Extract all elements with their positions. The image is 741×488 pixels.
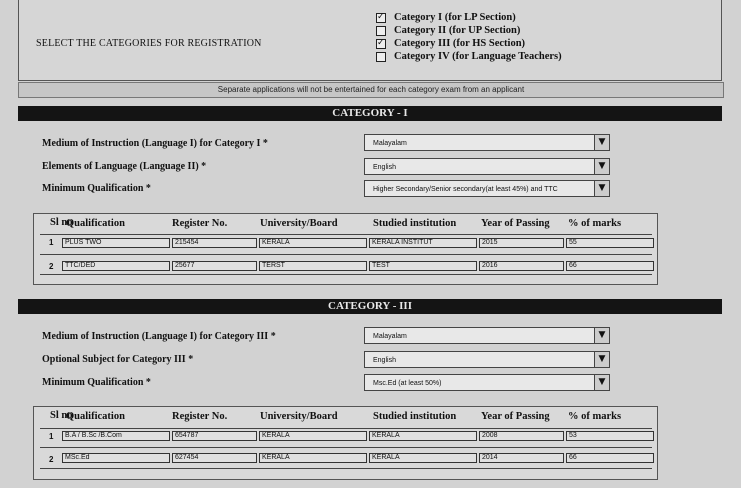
category-2-label: Category II (for UP Section) xyxy=(394,25,521,36)
cat1-qualification-label: Minimum Qualification * xyxy=(42,183,151,194)
cat1-elements-label: Elements of Language (Language II) * xyxy=(42,161,207,172)
cat3-medium-value: Malayalam xyxy=(373,333,407,340)
category-2-option[interactable] xyxy=(376,24,562,37)
row-divider xyxy=(40,428,652,429)
cat3-optional-value: English xyxy=(373,357,396,364)
row-divider xyxy=(40,447,652,448)
category-3-checkbox[interactable] xyxy=(376,39,386,49)
cat1-elements-select[interactable] xyxy=(364,158,610,175)
cat3-col-university: University/Board xyxy=(260,411,338,422)
cat1-row1-university[interactable]: KERALA xyxy=(259,238,367,248)
cat3-col-institution: Studied institution xyxy=(373,411,457,422)
cat3-row1-qualification[interactable]: B.A / B.Sc /B.Com xyxy=(62,431,170,441)
cat1-col-qualification: Qualification xyxy=(66,218,125,229)
cat3-row2-marks[interactable]: 66 xyxy=(566,453,654,463)
cat1-col-register: Register No. xyxy=(172,218,228,229)
chevron-down-icon[interactable]: ▼ xyxy=(594,375,609,390)
cat1-col-marks: % of marks xyxy=(568,218,622,229)
cat1-medium-select[interactable] xyxy=(364,134,610,151)
category-1-option[interactable] xyxy=(376,11,562,24)
cat3-row1-sl: 1 xyxy=(49,432,54,441)
category-1-label: Category I (for LP Section) xyxy=(394,12,516,23)
cat3-row1-institution[interactable]: KERALA xyxy=(369,431,477,441)
cat3-row2-institution[interactable]: KERALA xyxy=(369,453,477,463)
cat1-row2-qualification[interactable]: TTC/DED xyxy=(62,261,170,271)
chevron-down-icon[interactable]: ▼ xyxy=(594,159,609,174)
cat1-row2-institution[interactable]: TEST xyxy=(369,261,477,271)
cat1-row2-sl: 2 xyxy=(49,262,54,271)
cat1-row2-year[interactable]: 2016 xyxy=(479,261,564,271)
cat1-col-year: Year of Passing xyxy=(481,218,550,229)
cat1-col-university: University/Board xyxy=(260,218,338,229)
cat3-qualification-value: Msc.Ed (at least 50%) xyxy=(373,380,442,387)
cat3-col-marks: % of marks xyxy=(568,411,622,422)
cat3-qualification-select[interactable] xyxy=(364,374,610,391)
category-checkbox-list xyxy=(376,11,562,63)
row-divider xyxy=(40,274,652,275)
cat3-row2-register[interactable]: 627454 xyxy=(172,453,257,463)
cat3-row1-register[interactable]: 654787 xyxy=(172,431,257,441)
cat1-elements-value: English xyxy=(373,164,396,171)
cat3-row1-university[interactable]: KERALA xyxy=(259,431,367,441)
cat3-col-register: Register No. xyxy=(172,411,228,422)
cat3-qualification-label: Minimum Qualification * xyxy=(42,377,151,388)
cat1-row1-institution[interactable]: KERALA INSTITUT xyxy=(369,238,477,248)
cat3-row1-marks[interactable]: 53 xyxy=(566,431,654,441)
cat1-row1-register[interactable]: 215454 xyxy=(172,238,257,248)
category-3-label: Category III (for HS Section) xyxy=(394,38,526,49)
cat3-col-sl: Sl no xyxy=(50,410,73,421)
cat1-qualification-select[interactable] xyxy=(364,180,610,197)
cat3-optional-select[interactable] xyxy=(364,351,610,368)
cat3-row2-university[interactable]: KERALA xyxy=(259,453,367,463)
cat1-row2-register[interactable]: 25677 xyxy=(172,261,257,271)
cat1-row1-sl: 1 xyxy=(49,238,54,247)
cat3-row2-sl: 2 xyxy=(49,455,54,464)
cat3-col-year: Year of Passing xyxy=(481,411,550,422)
chevron-down-icon[interactable]: ▼ xyxy=(594,181,609,196)
row-divider xyxy=(40,234,652,235)
category-1-checkbox[interactable] xyxy=(376,13,386,23)
chevron-down-icon[interactable]: ▼ xyxy=(594,352,609,367)
cat1-row1-marks[interactable]: 55 xyxy=(566,238,654,248)
row-divider xyxy=(40,254,652,255)
category-3-header: CATEGORY - III xyxy=(18,299,722,314)
cat1-row2-marks[interactable]: 66 xyxy=(566,261,654,271)
category-4-label: Category IV (for Language Teachers) xyxy=(394,51,562,62)
category-4-option[interactable] xyxy=(376,50,562,63)
registration-label: SELECT THE CATEGORIES FOR REGISTRATION xyxy=(36,38,262,49)
cat3-optional-label: Optional Subject for Category III * xyxy=(42,354,194,365)
cat1-qualification-value: Higher Secondary/Senior secondary(at least 45%) and TTC xyxy=(373,186,558,193)
cat1-col-institution: Studied institution xyxy=(373,218,457,229)
separate-application-note: Separate applications will not be entertained for each category exam from an applicant xyxy=(18,82,724,98)
category-4-checkbox[interactable] xyxy=(376,52,386,62)
cat3-medium-label: Medium of Instruction (Language I) for Category III * xyxy=(42,331,276,342)
cat1-col-sl: Sl no xyxy=(50,217,73,228)
cat1-row2-university[interactable]: TERST xyxy=(259,261,367,271)
category-3-option[interactable] xyxy=(376,37,562,50)
category-2-checkbox[interactable] xyxy=(376,26,386,36)
cat3-medium-select[interactable] xyxy=(364,327,610,344)
cat1-medium-value: Malayalam xyxy=(373,140,407,147)
row-divider xyxy=(40,468,652,469)
cat1-row1-year[interactable]: 2015 xyxy=(479,238,564,248)
cat3-row1-year[interactable]: 2008 xyxy=(479,431,564,441)
cat1-medium-label: Medium of Instruction (Language I) for Category I * xyxy=(42,138,268,149)
cat3-col-qualification: Qualification xyxy=(66,411,125,422)
cat3-row2-year[interactable]: 2014 xyxy=(479,453,564,463)
chevron-down-icon[interactable]: ▼ xyxy=(594,135,609,150)
cat3-row2-qualification[interactable]: MSc.Ed xyxy=(62,453,170,463)
category-1-header: CATEGORY - I xyxy=(18,106,722,121)
chevron-down-icon[interactable]: ▼ xyxy=(594,328,609,343)
cat1-row1-qualification[interactable]: PLUS TWO xyxy=(62,238,170,248)
